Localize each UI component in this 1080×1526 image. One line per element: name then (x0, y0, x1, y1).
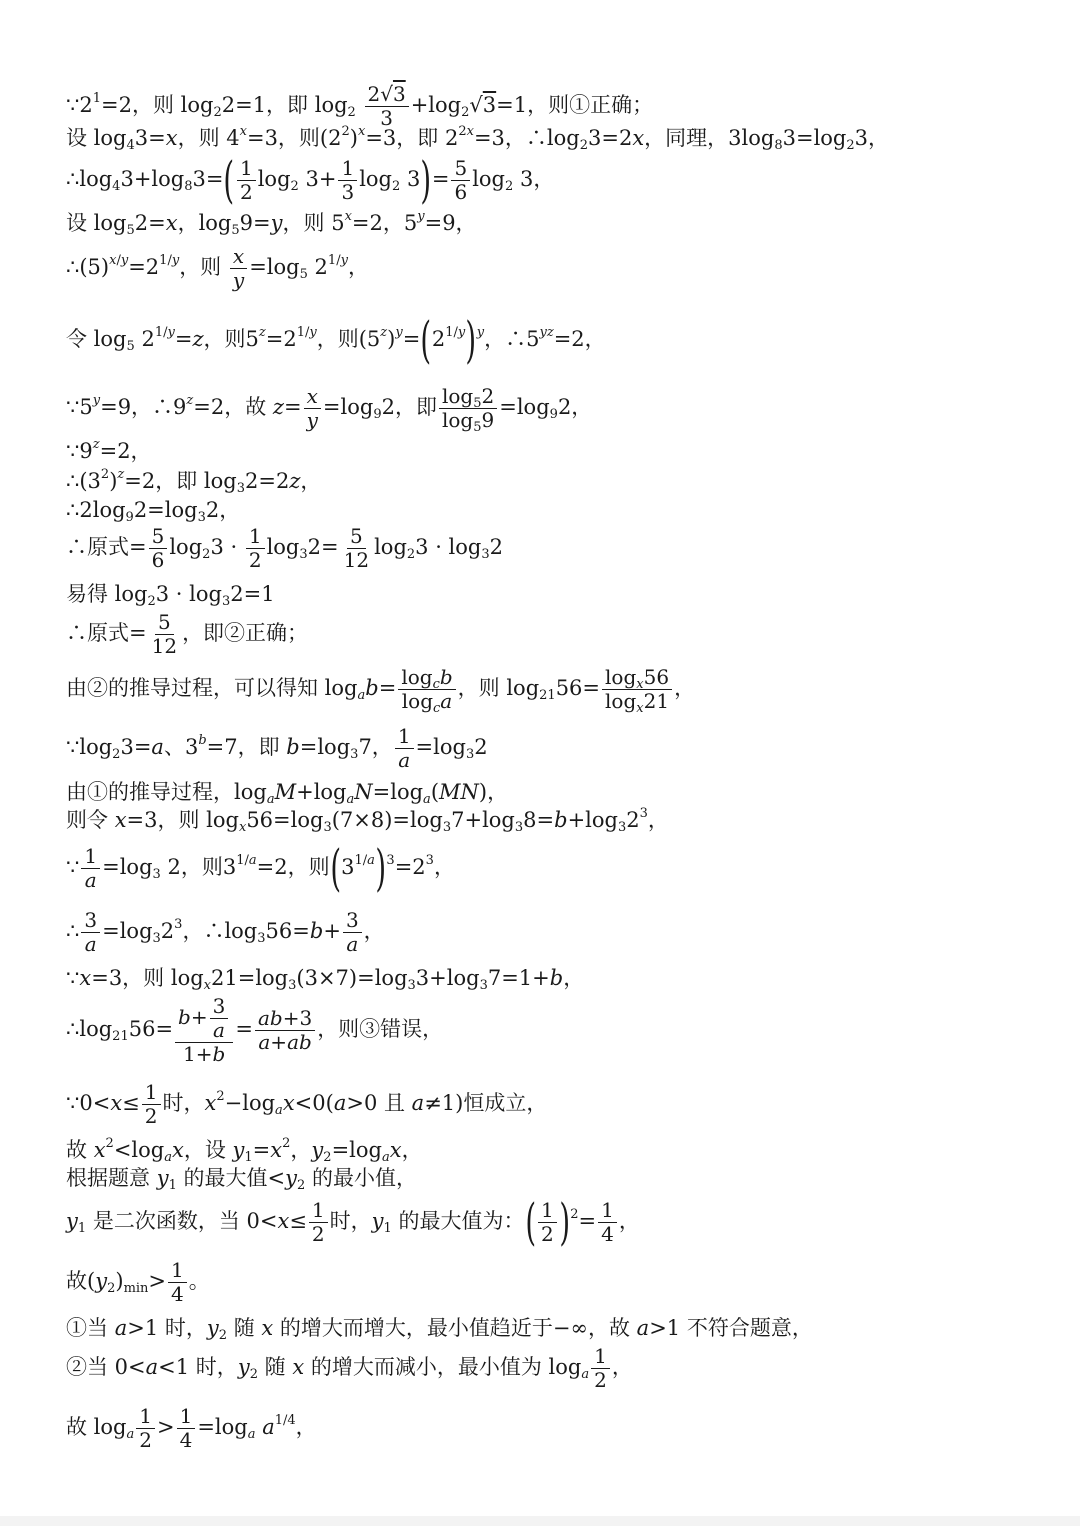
solution-line-22: ∵0<x≤ $\frac{1}{2}$ 时，$x^2-\log_ax<0(a>0$ 且 a≠1)恒成立， (66, 1080, 548, 1128)
solution-line-15: $\because\log_23=a$、$3^b=7$，即 $b=\log_37$， $\frac{1}{a}$ $=\log_32$ (66, 724, 488, 772)
solution-line-8: $\because 9^z=2$， (66, 437, 152, 463)
solution-line-24: 根据题意 $y_1$ 的最大值$<y_2$ 的最小值， (66, 1166, 417, 1193)
solution-line-11: ∴原式= $\frac{5}{6}$ $\log_23$ · $\frac{1}{2}$ $\log_32=$ $\frac{5}{12}$ $\log_23 \cdot \log_32$ (66, 524, 504, 572)
solution-line-3: $\therefore\log_43+\log_83=$( $\frac{1}{2}$ $\log_2 3+$ $\frac{1}{3}$ $\log_2 3)=$ $\frac{5}{6}$ $\log_2 3$， (66, 151, 555, 209)
solution-line-1: $\because 2^1=2$，则 $\log_22=1$，即 $\log_2$ $\frac{2√3}{3}$ $+\log_2√3=1$，则①正确； (66, 82, 654, 130)
solution-line-18: ∵ $\frac{1}{a}$ $=\log_3$ 2，则$3^{1/a}=2$，则$(3^{1/a})^3=2^3$， (66, 839, 455, 897)
solution-line-20: ∵x=3，则 $\log_x21=\log_3(3\times 7)=\log_33+\log_37=1+b$， (66, 966, 585, 993)
solution-line-25: $y_1$ 是二次函数，当 0<x≤ $\frac{1}{2}$ 时，$y_1$ 的最大值为：( $\frac{1}{2}$ )$^2$= $\frac{1}{4}$ ， (66, 1193, 640, 1251)
solution-line-10: $\therefore 2\log_92=\log_32$， (66, 498, 241, 525)
solution-line-7: $\because 5^y=9$，$\therefore 9^z=2$，故 z= $\frac{x}{y}$ $=\log_92$，即 $\frac{\log_52}{\log_59}$ $=\log_92$， (66, 384, 593, 435)
solution-line-2: 设 $\log_43=x$，则 $4^x=3$，则$(2^2)^x=3$，即 $2^{2x}=3$，$\therefore\log_23=2x$，同理，$3\log_83=\log_23$， (66, 124, 890, 153)
solution-line-26: 故$(y_2)_{min}>$ $\frac{1}{4}$ 。 (66, 1258, 210, 1306)
page-bottom-edge (0, 1516, 1080, 1526)
solution-line-4: 设 $\log_52=x$，$\log_59=y$，则 $5^x=2$，$5^y=9$， (66, 209, 477, 238)
solution-line-5: $\therefore(5)^{x/y}=2^{1/y}$，则 $\frac{x}{y}$ $=\log_5$ $2^{1/y}$， (66, 244, 369, 292)
solution-line-27: ①当 a>1 时，$y_2$ 随 x 的增大而增大，最小值趋近于−∞，故 a>1 不符合题意， (66, 1316, 813, 1343)
solution-line-23: 故 $x^2<\log_ax$，设 $y_1=x^2$，$y_2=\log_ax$， (66, 1136, 423, 1165)
solution-line-21: $\therefore\log_{21}56=$ b+ $\frac{3}{a}$ 1+b = $\frac{ab+3}{a+ab}$ ，则③错误， (66, 994, 444, 1066)
solution-line-9: $\therefore(3^2)^z=2$，即 $\log_32=2z$， (66, 467, 322, 496)
solution-line-29: 故 $\log_a$ $\frac{1}{2}$ > $\frac{1}{4}$ $=\log_a$ $a^{1/4}$， (66, 1404, 317, 1452)
solution-line-17: 则令 x=3，则 $\log_x56=\log_3(7\times 8)=\log_37+\log_38=b+\log_32^3$， (66, 806, 669, 835)
solution-line-14: 由②的推导过程，可以得知 $\log_ab=$ $\frac{\log_cb}{\log_ca}$ ，则 $\log_{21}56=$ $\frac{\log_x56}{\log_x21}$ ， (66, 665, 696, 716)
solution-line-28: ②当 0<a<1 时，$y_2$ 随 x 的增大而减小，最小值为 $\log_a$ $\frac{1}{2}$ ， (66, 1344, 633, 1392)
solution-line-12: 易得 $\log_23 \cdot \log_32=1$ (66, 582, 275, 609)
solution-line-13: ∴原式= $\frac{5}{12}$ ，即②正确； (66, 610, 309, 658)
solution-line-16: 由①的推导过程，$\log_aM+\log_aN=\log_a(MN)$， (66, 780, 509, 807)
solution-line-19: ∴ $\frac{3}{a}$ $=\log_32^3$，$\therefore\log_356=b+$ $\frac{3}{a}$ ， (66, 908, 385, 956)
solution-line-6: 令 $\log_5 2^{1/y}=z$，则$5^z=2^{1/y}$，则$(5^z)^y=(2^{1/y})^y$，$\therefore 5^{yz}=2$， (66, 311, 606, 369)
